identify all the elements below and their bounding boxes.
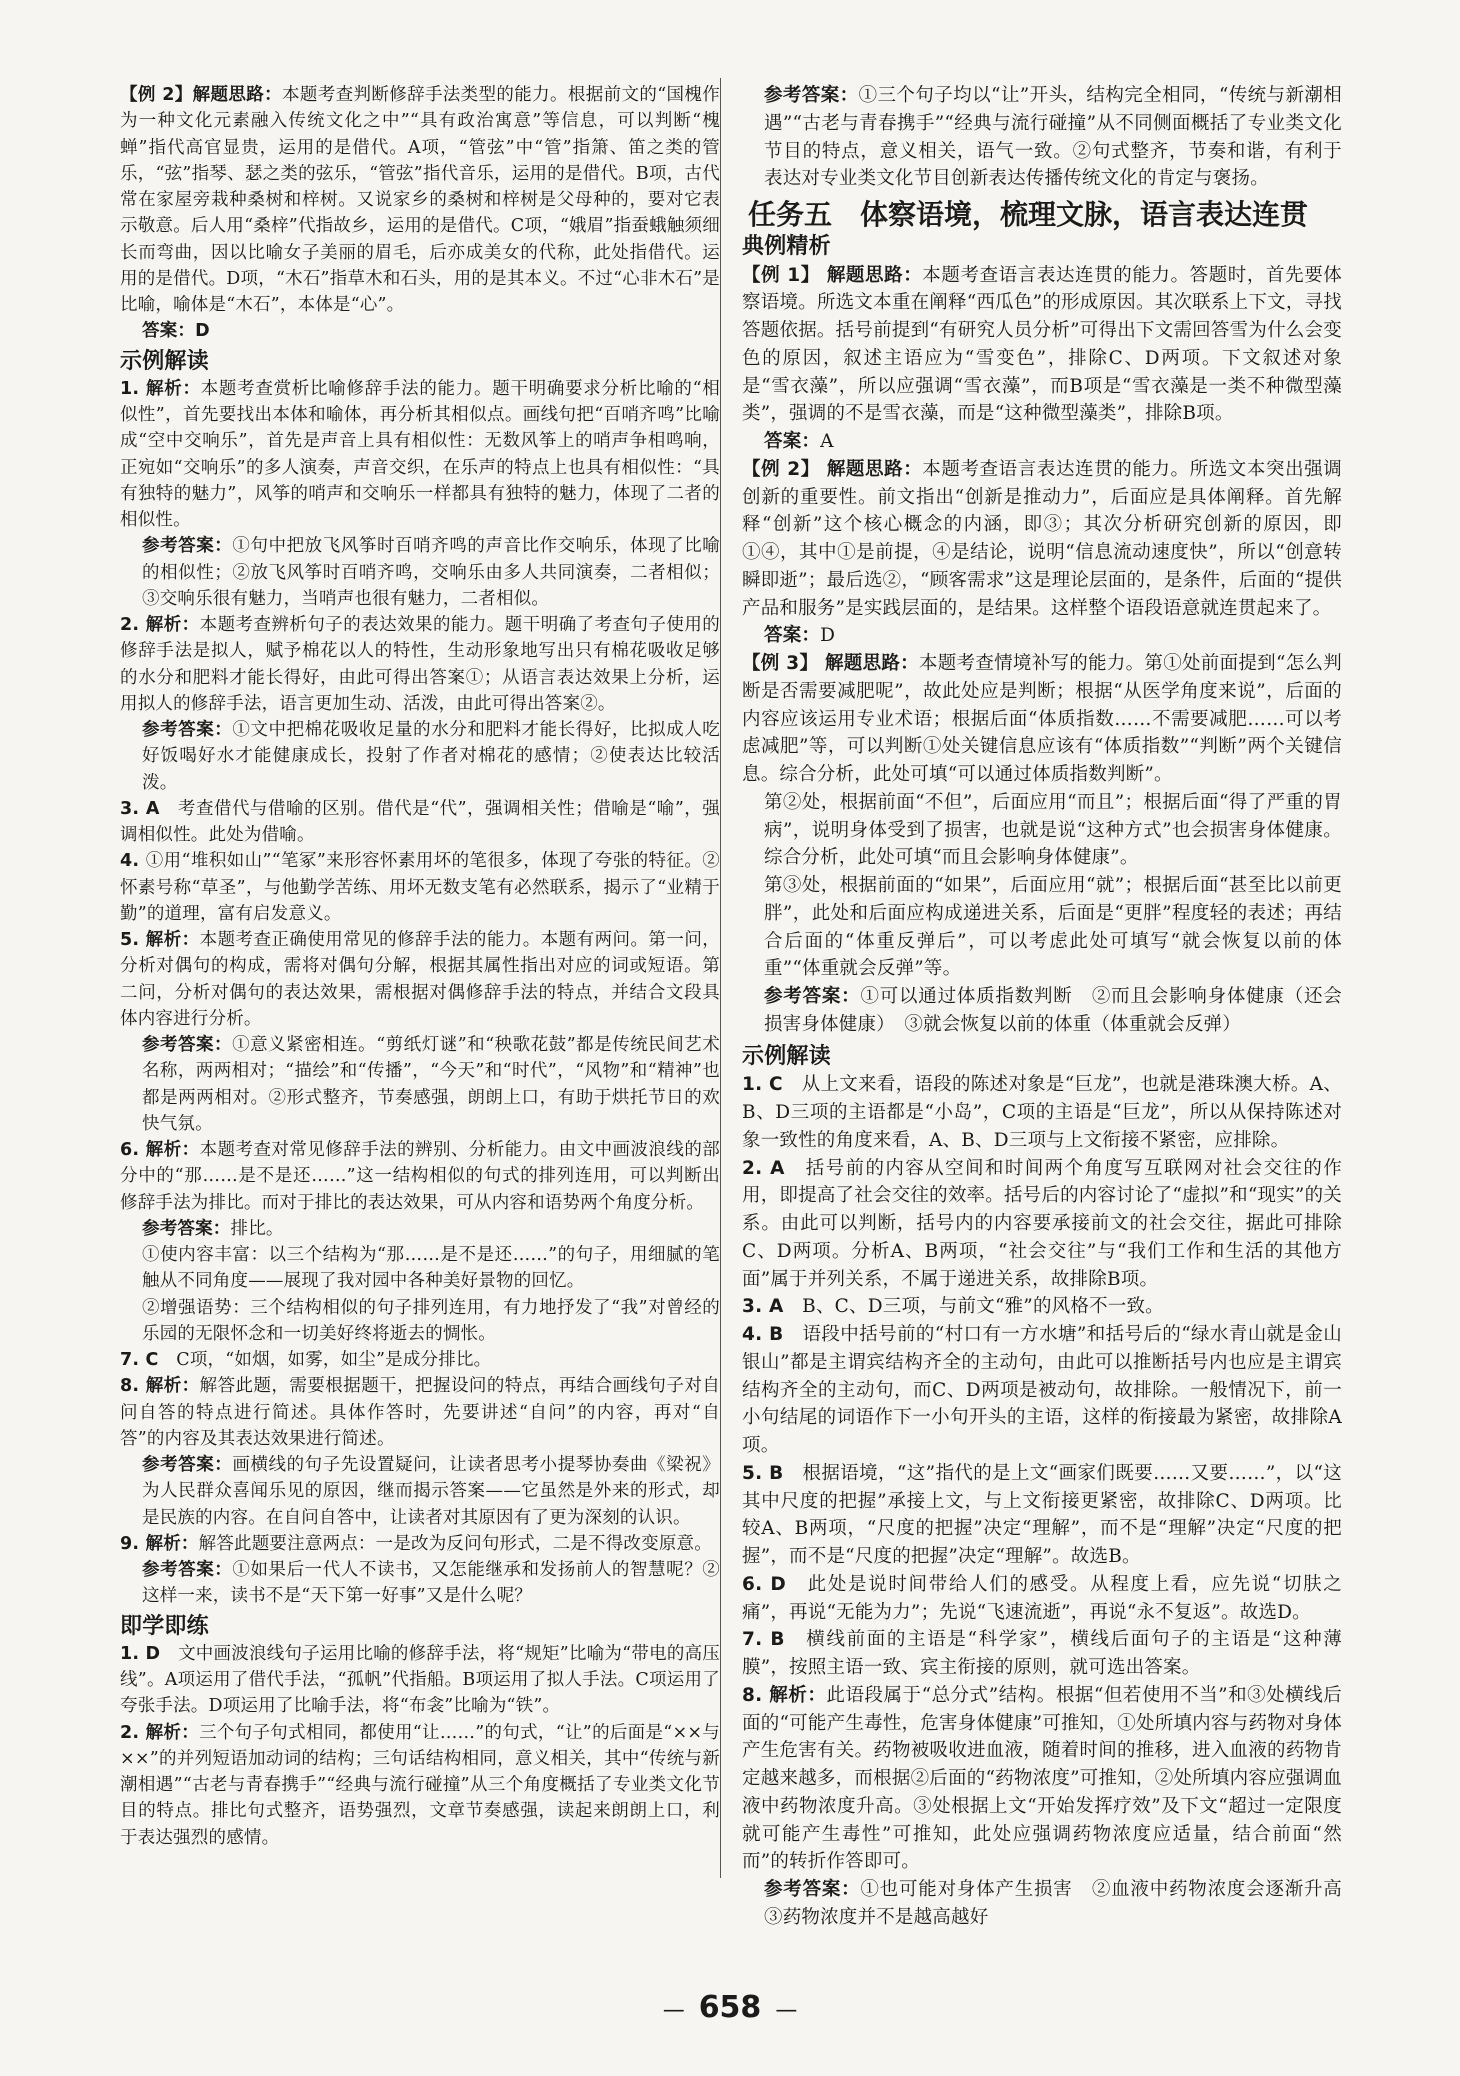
paragraph-heading: 3. A [742, 1296, 784, 1318]
answer-paragraph [742, 1571, 1342, 1627]
paragraph-text: D [820, 625, 836, 647]
paragraph-heading: 【例 2】 解题思路： [742, 458, 923, 480]
answer-paragraph [120, 848, 720, 927]
answer-paragraph [742, 1460, 1342, 1571]
answer-paragraph [742, 1876, 1361, 1932]
answer-paragraph [742, 650, 1342, 789]
paragraph-text: 语段中括号前的“村口有一方水塘”和括号后的“绿水青山就是金山银山”都是主谓宾结构齐全的主动句，由此可以推断括号内也应是主谓宾结构齐全的主动句，而C、D两项是被动句，故排除。一般情况下，前一小句结尾的词语作下一小句开头的主语，这样的衔接最为紧密，故排除A项。 [742, 1324, 1342, 1456]
answer-paragraph [742, 1626, 1342, 1682]
answer-paragraph [120, 717, 720, 796]
paragraph-text: ①也可能对身体产生损害 ②血液中药物浓度会逐渐升高 ③药物浓度并不是越高越好 [764, 1879, 1361, 1928]
answer-paragraph [742, 1293, 1342, 1321]
section-heading: 示例解读 [742, 1043, 831, 1069]
column-divider [720, 78, 721, 1878]
paragraph-heading: 1. D [120, 1643, 161, 1664]
answer-paragraph [120, 1641, 720, 1720]
answer-paragraph [120, 1720, 720, 1851]
answer-paragraph [120, 1032, 720, 1137]
paragraph-text: 本题考查情境补写的能力。第①处前面提到“怎么判断是否需要减肥呢”，故此处应是判断；根据“从医学角度来说”，后面的内容应该运用专业术语；根据后面“体质指数……不需要减肥……可以考虑减肥”等，可以判断①处关键信息应该有“体质指数”“判断”两个关键信息。综合分析，此处可填“可以通过体质指数判断”。 [742, 653, 1342, 785]
paragraph-text: 本题考查语言表达连贯的能力。所选文本突出强调创新的重要性。前文指出“创新是推动力”，后面应是具体阐释。首先解释“创新”这个核心概念的内涵，即③；其次分析研究创新的原因，即①④，其中①是前提，④是结论，说明“信息流动速度快”，所以“创意转瞬即逝”；最后选②，“顾客需求”这是理论层面的，是条件，后面的“提供产品和服务”是实践层面的，是结果。这样整个语段语意就连贯起来了。 [742, 458, 1342, 619]
paragraph-heading: 5. B [742, 1462, 784, 1484]
paragraph-text: 第③处，根据前面的“如果”，后面应用“就”；根据后面“甚至比以前更胖”，此处和后面应构成递进关系，后面是“更胖”程度轻的表述；再结合后面的“体重反弹后”，可以考虑此处可填写“就会恢复以前的体重”“体重就会反弹”等。 [764, 875, 1342, 980]
answer-paragraph [120, 612, 720, 717]
task-title: 任务五 体察语境，梳理文脉，语言表达连贯 [748, 198, 1309, 231]
paragraph-text: ①意义紧密相连。“剪纸灯谜”和“秧歌花鼓”都是传统民间艺术名称，两两相对；“描绘”和“传播”，“今天”和“时代”，“风物”和“精神”也都是两两相对。②形式整齐，节奏感强，朗朗上口，有助于烘托节日的欢快气氛。 [142, 1035, 720, 1134]
answer-paragraph [120, 1137, 720, 1216]
section-heading: 典例精析 [742, 233, 831, 259]
answer-paragraph [742, 262, 1342, 429]
paragraph-heading: 9. 解析： [120, 1533, 199, 1554]
paragraph-text: ①用“堆积如山”“笔冢”来形容怀素用坏的笔很多，体现了夸张的特征。②怀素号称“草圣”，与他勤学苦练、用坏无数支笔有必然联系，揭示了“业精于勤”的道理，富有启发意义。 [120, 851, 720, 924]
paragraph-heading: 2. 解析： [120, 1722, 200, 1743]
paragraph-text: ①三个句子均以“让”开头，结构完全相同，“传统与新潮相遇”“古老与青春携手”“经典与流行碰撞”从不同侧面概括了专业类文化节目的特点，意义相关，语气一致。②句式整齐，节奏和谐，有利于表达对专业类文化节目创新表达传播传统文化的肯定与褒扬。 [764, 85, 1342, 190]
paragraph-text: 画横线的句子先设置疑问，让读者思考小提琴协奏曲《梁祝》为人民群众喜闻乐见的原因，继而揭示答案——它虽然是外来的形式，却是民族的内容。在自问自答中，让读者对其原因有了更为深刻的认识。 [142, 1455, 720, 1528]
answer-paragraph [742, 428, 1342, 456]
answer-paragraph [120, 533, 720, 612]
paragraph-text: 排比。 [230, 1218, 284, 1239]
page-number: — 658 — [662, 1990, 798, 2025]
right-column [742, 82, 1361, 1932]
paragraph-heading: 参考答案： [764, 986, 861, 1007]
paragraph-heading: 5. 解析： [120, 930, 200, 950]
example-2-paragraph [120, 82, 720, 318]
paragraph-text: 此语段属于“总分式”结构。根据“但若使用不当”和③处横线后面的“可能产生毒性，危害身体健康”可推知，①处所填内容与药物对身体产生危害有关。药物被吸收进血液，随着时间的推移，进入血液的药物肯定越来越多，而根据②后面的“药物浓度”可推知，②处所填内容应强调血液中药物浓度升高。③处根据上文“开始发挥疗效”及下文“超过一定限度就可能产生毒性”可推知，此处应强调药物浓度应适量，结合前面“然而”的转折作答即可。 [742, 1684, 1343, 1873]
answer-paragraph [120, 1373, 720, 1452]
paragraph-text: 三个句子句式相同，都使用“让……”的句式，“让”的后面是“××与××”的并列短语加动词的结构；三句话结构相同，意义相关，其中“传统与新潮相遇”“古老与青春携手”“经典与流行碰撞”从三个角度概括了专业类文化节目的特点。排比句式整齐，语势强烈，文章节奏感强，读起来朗朗上口，利于表达强烈的感情。 [120, 1722, 720, 1848]
answer-paragraph [742, 82, 1342, 193]
paragraph-text: 解答此题，需要根据题干，把握设问的特点，再结合画线句子对自问自答的特点进行简述。具体作答时，先要讲述“自问”的内容，再对“自答”的内容及其表达效果进行简述。 [120, 1376, 720, 1449]
paragraph-text: 解答此题要注意两点：一是改为反问句形式，二是不得改变原意。 [198, 1533, 712, 1554]
paragraph-text: B、C、D三项，与前文“雅”的风格不一致。 [783, 1296, 1164, 1318]
paragraph-heading: 参考答案： [142, 1455, 233, 1475]
answer-paragraph [120, 1347, 720, 1373]
paragraph-heading: 6. 解析： [120, 1140, 200, 1160]
answer-paragraph [120, 1452, 720, 1531]
answer-paragraph [742, 456, 1342, 623]
paragraph-text: 第②处，根据前面“不但”，后面应用“而且”；根据后面“得了严重的胃病”，说明身体受到了损害，也就是说“这种方式”也会损害身体健康。综合分析，此处可填“而且会影响身体健康”。 [764, 791, 1342, 869]
paragraph-heading: 参考答案： [142, 536, 233, 557]
answer-paragraph [742, 1071, 1342, 1154]
answer-paragraph [120, 1531, 720, 1557]
paragraph-heading: 参考答案： [764, 1879, 861, 1900]
paragraph-heading: 8. 解析： [742, 1684, 827, 1706]
answer-paragraph [742, 1321, 1342, 1460]
paragraph-heading: 7. B [742, 1629, 785, 1651]
paragraph-text: ①文中把棉花吸收足量的水分和肥料才能长得好，比拟成人吃好饭喝好水才能健康成长，投射了作者对棉花的感情；②使表达比较活泼。 [142, 720, 720, 793]
paragraph-heading: 8. 解析： [120, 1376, 200, 1397]
answer-paragraph [120, 796, 720, 849]
example-label: 【例 2】 [120, 85, 193, 105]
paragraph-text: 横线前面的主语是“科学家”，横线后面句子的主语是“这种薄膜”，按照主语一致、宾主衔接的原则，就可选出答案。 [742, 1629, 1342, 1678]
paragraph-heading: 参考答案： [142, 1035, 233, 1055]
answer-paragraph [742, 872, 1342, 983]
paragraph-text: 本题考查辨析句子的表达效果的能力。题干明确了考查句子使用的修辞手法是拟人，赋予棉花以人的特性，生动形象地写出只有棉花吸收足够的水分和肥料才能长得好，由此可得出答案①；从语言表达效果上分析，运用拟人的修辞手法，语言更加生动、活泼，由此可得出答案②。 [120, 615, 720, 714]
answer-paragraph [120, 376, 720, 534]
paragraph-text: 此处是说时间带给人们的感受。从程度上看，应先说“切肤之痛”，再说“无能为力”；先说“飞速流逝”，再说“永不复返”。故选D。 [742, 1573, 1343, 1623]
answer-paragraph [742, 1682, 1342, 1876]
answer-paragraph [120, 927, 720, 1032]
answer-paragraph [120, 1557, 720, 1610]
paragraph-text: A [820, 431, 834, 452]
answer-paragraph [742, 1155, 1342, 1294]
paragraph-heading: 6. D [742, 1573, 786, 1595]
paragraph-heading: 答案： [764, 431, 821, 452]
paragraph-text: 本题考查对常见修辞手法的辨别、分析能力。由文中画波浪线的部分中的“那……是不是还……”这一结构相似的句式的排列连用，可以判断出修辞手法为排比。而对于排比的表达效果，可从内容和语势两个角度分析。 [120, 1140, 720, 1213]
example-answer: 答案：D [142, 321, 210, 342]
paragraph-heading: 参考答案： [142, 720, 233, 740]
answer-paragraph [120, 1295, 720, 1348]
paragraph-heading: 参考答案： [142, 1218, 231, 1239]
paragraph-text: 根据语境，“这”指代的是上文“画家们既要……又要……”，以“这其中尺度的把握”承接上文，与上文衔接更紧密，故排除C、D两项。比较A、B两项，“尺度的把握”决定“理解”，而不是“理解”决定“尺度的把握”，而不是“尺度的把握”决定“理解”。故选B。 [742, 1462, 1342, 1567]
paragraph-heading: 2. A [742, 1157, 785, 1179]
paragraph-text: ②增强语势：三个结构相似的句子排列连用，有力地抒发了“我”对曾经的乐园的无限怀念和一切美好终将逝去的惆怅。 [142, 1297, 720, 1344]
paragraph-text: ①如果后一代人不读书，又怎能继承和发扬前人的智慧呢？②这样一来，读书不是“天下第一好事”又是什么呢？ [142, 1560, 720, 1607]
paragraph-heading: 1. 解析： [120, 378, 201, 399]
paragraph-heading: 1. C [742, 1074, 783, 1096]
section-heading: 示例解读 [120, 348, 209, 374]
paragraph-heading: 4. B [742, 1324, 784, 1345]
paragraph-heading: 4. [120, 851, 146, 872]
paragraph-heading: 7. C [120, 1350, 159, 1370]
paragraph-text: 本题考查赏析比喻修辞手法的能力。题干明确要求分析比喻的“相似性”，首先要找出本体和喻体，再分析其相似点。画线句把“百哨齐鸣”比喻成“空中交响乐”，首先是声音上具有相似性：无数风筝上的哨声争相鸣响，正宛如“交响乐”的多人演奏，声音交织，在乐声的特点上也具有相似性：“具有独特的魅力”，风筝的哨声和交响乐一样都具有独特的魅力，体现了二者的相似性。 [120, 378, 720, 530]
paragraph-heading: 参考答案： [142, 1560, 233, 1580]
paragraph-text: ①句中把放飞风筝时百哨齐鸣的声音比作交响乐，体现了比喻的相似性；②放飞风筝时百哨齐鸣，交响乐由多人共同演奏，二者相似；③交响乐很有魅力，当哨声也很有魅力，二者相似。 [142, 536, 720, 609]
example-heading: 解题思路： [192, 85, 282, 105]
paragraph-text: 文中画波浪线句子运用比喻的修辞手法，将“规矩”比喻为“带电的高压线”。A项运用了借代手法，“孤帆”代指船。B项运用了拟人手法。C项运用了夸张手法。D项运用了比喻手法，将“布衾”比喻为“铁”。 [120, 1643, 721, 1717]
paragraph-text: C项，“如烟，如雾，如尘”是成分排比。 [158, 1350, 492, 1370]
paragraph-text: 考查借代与借喻的区别。借代是“代”，强调相关性；借喻是“喻”，强调相似性。此处为借喻。 [120, 798, 721, 845]
answer-paragraph [742, 983, 1342, 1039]
paragraph-text: 本题考查语言表达连贯的能力。答题时，首先要体察语境。所选文本重在阐释“西瓜色”的形成原因。其次联系上下文，寻找答题依据。括号前提到“有研究人员分析”可得出下文需回答雪为什么会变色的原因，叙述主语应为“雪变色”，排除C、D两项。下文叙述对象是“雪衣藻”，所以应强调“雪衣藻”，而B项是“雪衣藻是一类不种微型藻类”，强调的不是雪衣藻，而是“这种微型藻类”，排除B项。 [742, 264, 1342, 425]
paragraph-heading: 3. A [120, 798, 160, 819]
paragraph-text: ①使内容丰富：以三个结构为“那……是不是还……”的句子，用细腻的笔触从不同角度——展现了我对园中各种美好景物的回忆。 [142, 1245, 720, 1292]
answer-paragraph [742, 789, 1342, 872]
paragraph-text: 从上文来看，语段的陈述对象是“巨龙”，也就是港珠澳大桥。A、B、D三项的主语都是“小岛”，C项的主语是“巨龙”，所以从保持陈述对象一致性的角度来看，A、B、D三项与上文衔接不紧密，应排除。 [742, 1074, 1343, 1151]
paragraph-heading: 2. 解析： [120, 615, 200, 635]
paragraph-heading: 【例 3】 解题思路： [742, 653, 919, 674]
answer-paragraph [120, 1216, 720, 1242]
paragraph-heading: 参考答案： [764, 85, 859, 106]
left-column [120, 82, 720, 1851]
paragraph-heading: 【例 1】 解题思路： [742, 264, 923, 286]
example-text: 本题考查判断修辞手法类型的能力。根据前文的“国槐作为一种文化元素融入传统文化之中”“具有政治寓意”等信息，可以判断“槐蝉”指代高官显贵，运用的是借代。A项，“管弦”中“管”指箫、笛之类的管乐，“弦”指琴、瑟之类的弦乐，“管弦”指代音乐，运用的是借代。B项，古代常在家屋旁栽种桑树和梓树。又说家乡的桑树和梓树是父母种的，要对它表示敬意。后人用“桑梓”代指故乡，运用的是借代。C项，“娥眉”指蚕蛾触须细长而弯曲，因以比喻女子美丽的眉毛，后亦成美女的代称，此处指借代。运用的是借代。D项，“木石”指草木和石头，用的是其本义。不过“心非木石”是比喻，喻体是“木石”，本体是“心”。 [120, 85, 720, 315]
answer-paragraph [742, 622, 1342, 650]
section-heading: 即学即练 [120, 1613, 209, 1639]
paragraph-text: 括号前的内容从空间和时间两个角度写互联网对社会交往的作用，即提高了社会交往的效率。括号后的内容讨论了“虚拟”和“现实”的关系。由此可以判断，括号内的内容要承接前文的社会交往，据此可排除C、D两项。分析A、B两项，“社会交往”与“我们工作和生活的其他方面”属于并列关系，不属于递进关系，故排除B项。 [742, 1157, 1342, 1290]
answer-paragraph [120, 1242, 720, 1295]
paragraph-heading: 答案： [764, 625, 821, 647]
paragraph-text: 本题考查正确使用常见的修辞手法的能力。本题有两问。第一问，分析对偶句的构成，需将对偶句分解，根据其属性指出对应的词或短语。第二问，分析对偶句的表达效果，需根据对偶修辞手法的特点，并结合文段具体内容进行分析。 [120, 930, 720, 1029]
paragraph-text: ①可以通过体质指数判断 ②而且会影响身体健康（还会损害身体健康） ③就会恢复以前的体重（体重就会反弹） [764, 986, 1342, 1035]
